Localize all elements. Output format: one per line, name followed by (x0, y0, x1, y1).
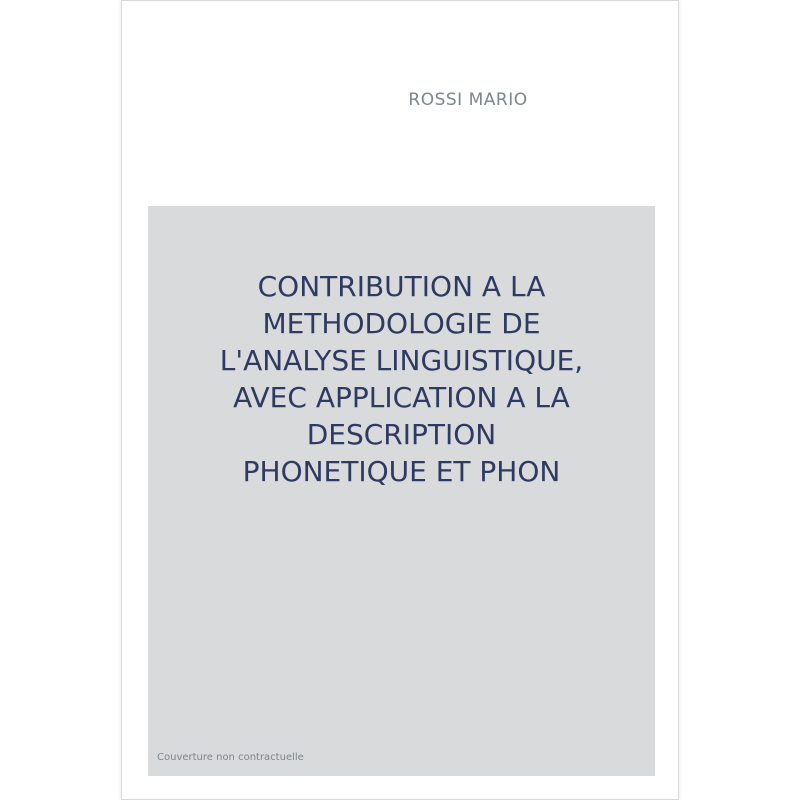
book-title: CONTRIBUTION A LA METHODOLOGIE DE L'ANALYSE LINGUISTIQUE, AVEC APPLICATION A LA DESCRIPTION PHONETIQUE ET PHON (219, 270, 584, 488)
book-cover (121, 0, 679, 800)
author-name: ROSSI MARIO (408, 90, 528, 110)
cover-disclaimer: Couverture non contractuelle (157, 752, 304, 763)
title-panel (148, 206, 655, 776)
